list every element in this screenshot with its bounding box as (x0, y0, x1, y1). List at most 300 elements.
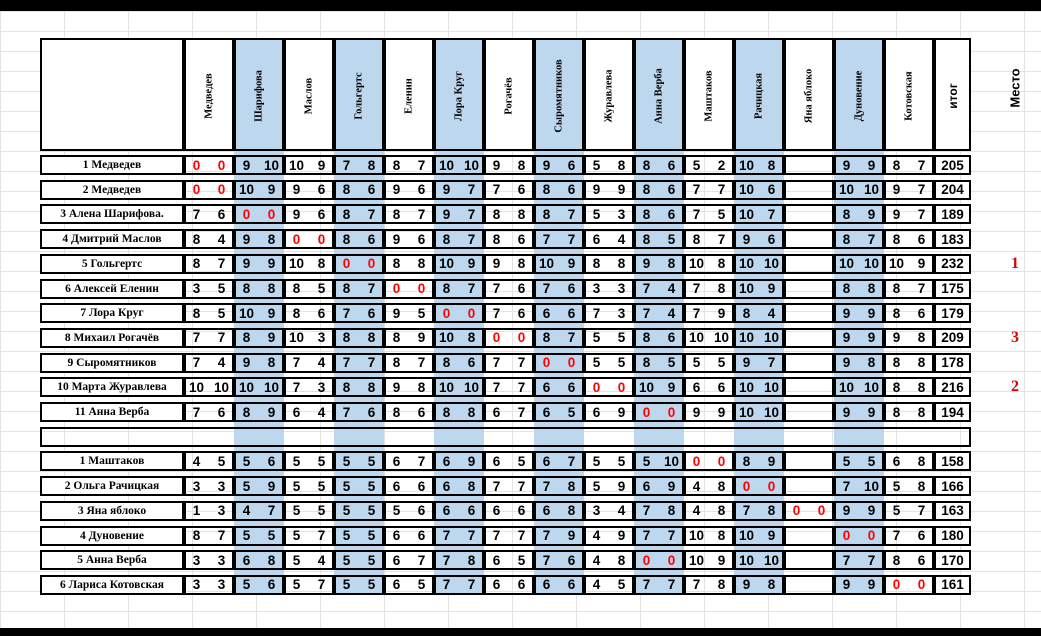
score-cell: 7 (492, 379, 501, 395)
score-cell: 7 (692, 281, 701, 296)
column-header-label: Котовская (903, 71, 915, 121)
score-cell: 0 (442, 305, 451, 321)
score-cell: 5 (292, 503, 301, 519)
score-cell (784, 526, 809, 546)
total-cell: 232 (934, 254, 971, 274)
score-cell: 8 (317, 256, 326, 272)
score-cell (809, 254, 834, 274)
total-cell: 180 (934, 526, 971, 546)
score-cell: 10 (463, 157, 480, 173)
score-cell: 5 (342, 453, 351, 469)
score-cell: 9 (392, 379, 401, 395)
score-cell: 10 (538, 256, 555, 272)
score-cell: 9 (242, 157, 251, 173)
score-cell: 7 (492, 528, 501, 543)
score-cell: 6 (567, 305, 576, 321)
score-cell: 9 (242, 231, 251, 247)
column-header (584, 38, 634, 151)
score-cell: 8 (267, 552, 276, 568)
score-cell: 9 (617, 528, 626, 543)
score-cell: 7 (467, 182, 476, 198)
score-cell: 9 (392, 305, 401, 321)
score-cell: 10 (688, 552, 705, 568)
score-cell: 8 (642, 182, 651, 198)
participant-name: 6 Алексей Еленин (40, 279, 184, 299)
score-cell: 0 (917, 577, 926, 593)
score-cell: 7 (217, 528, 226, 543)
score-cell: 7 (517, 355, 526, 371)
total-cell: 170 (934, 550, 971, 570)
place-value: 2 (1011, 378, 1019, 396)
score-cell: 7 (917, 281, 926, 296)
total-cell: 183 (934, 229, 971, 249)
score-cell: 0 (217, 182, 226, 198)
score-cell: 8 (892, 305, 901, 321)
score-cell: 7 (567, 206, 576, 222)
score-cell: 7 (542, 552, 551, 568)
total-cell: 175 (934, 279, 971, 299)
score-cell: 4 (667, 305, 676, 321)
score-cell: 3 (192, 478, 201, 494)
score-cell: 10 (438, 379, 455, 395)
score-cell: 0 (842, 528, 851, 543)
score-cell: 8 (392, 206, 401, 222)
score-cell: 10 (713, 330, 730, 346)
score-cell: 10 (738, 206, 755, 222)
score-cell: 10 (688, 256, 705, 272)
total-cell: 166 (934, 476, 971, 496)
score-cell: 10 (738, 157, 755, 173)
score-cell: 8 (667, 256, 676, 272)
score-cell: 4 (192, 453, 201, 469)
participant-name: 3 Алена Шарифова. (40, 204, 184, 224)
score-cell: 10 (838, 379, 855, 395)
score-cell: 5 (367, 577, 376, 593)
score-cell: 2 (717, 157, 726, 173)
score-cell: 7 (567, 231, 576, 247)
score-cell: 0 (867, 528, 876, 543)
score-cell: 5 (592, 478, 601, 494)
score-cell: 8 (442, 231, 451, 247)
score-cell: 0 (667, 552, 676, 568)
participant-name: 10 Марта Журавлева (40, 377, 184, 397)
score-cell: 8 (342, 206, 351, 222)
column-header-label: Шарифова (253, 70, 265, 122)
total-cell: 189 (934, 204, 971, 224)
score-cell: 8 (442, 404, 451, 420)
score-cell: 4 (592, 528, 601, 543)
score-cell: 7 (517, 528, 526, 543)
score-cell: 9 (917, 256, 926, 272)
score-cell: 5 (517, 552, 526, 568)
score-cell: 5 (517, 453, 526, 469)
score-cell: 10 (738, 182, 755, 198)
score-cell: 5 (317, 453, 326, 469)
column-header (734, 38, 784, 151)
score-cell: 5 (317, 478, 326, 494)
score-cell: 4 (317, 552, 326, 568)
score-cell: 8 (192, 231, 201, 247)
score-cell: 0 (367, 256, 376, 272)
score-cell: 5 (342, 528, 351, 543)
score-cell: 5 (617, 330, 626, 346)
score-cell (784, 204, 809, 224)
header-corner-cell (40, 38, 184, 151)
score-cell: 6 (567, 182, 576, 198)
score-cell: 8 (542, 330, 551, 346)
score-cell: 0 (592, 379, 601, 395)
score-cell: 5 (842, 453, 851, 469)
score-cell (784, 328, 809, 348)
score-cell: 6 (492, 552, 501, 568)
score-cell: 3 (317, 379, 326, 395)
score-cell: 8 (617, 256, 626, 272)
score-cell (809, 180, 834, 200)
score-cell: 4 (217, 231, 226, 247)
total-cell: 216 (934, 377, 971, 397)
score-cell: 6 (417, 231, 426, 247)
score-cell: 9 (442, 182, 451, 198)
score-cell: 4 (242, 503, 251, 519)
score-cell: 3 (217, 478, 226, 494)
score-cell: 5 (592, 453, 601, 469)
score-cell: 10 (288, 330, 305, 346)
score-cell: 5 (367, 552, 376, 568)
score-cell: 6 (592, 231, 601, 247)
score-cell: 9 (442, 206, 451, 222)
score-cell: 3 (192, 281, 201, 296)
score-cell: 9 (742, 577, 751, 593)
score-cell: 9 (292, 206, 301, 222)
score-cell: 9 (692, 404, 701, 420)
score-cell: 5 (292, 577, 301, 593)
score-cell: 8 (767, 157, 776, 173)
score-cell: 7 (367, 206, 376, 222)
score-cell: 8 (592, 256, 601, 272)
score-cell: 3 (192, 577, 201, 593)
score-cell: 6 (367, 404, 376, 420)
score-cell: 8 (342, 379, 351, 395)
score-cell: 10 (738, 256, 755, 272)
score-cell (809, 476, 834, 496)
score-cell: 6 (267, 577, 276, 593)
score-cell (784, 353, 809, 373)
score-cell: 9 (767, 453, 776, 469)
score-cell: 7 (317, 528, 326, 543)
score-cell: 8 (842, 231, 851, 247)
score-cell: 8 (242, 330, 251, 346)
score-cell: 7 (417, 552, 426, 568)
score-cell: 8 (892, 281, 901, 296)
score-cell: 8 (692, 231, 701, 247)
column-header (434, 38, 484, 151)
score-cell: 6 (392, 478, 401, 494)
score-cell: 8 (492, 231, 501, 247)
score-cell: 6 (417, 182, 426, 198)
score-cell: 9 (417, 330, 426, 346)
score-cell: 7 (542, 281, 551, 296)
score-cell: 8 (917, 404, 926, 420)
score-cell: 9 (242, 256, 251, 272)
score-cell: 6 (367, 231, 376, 247)
score-cell: 7 (642, 503, 651, 519)
participant-name: 11 Анна Верба (40, 402, 184, 422)
score-cell: 10 (238, 379, 255, 395)
column-header (184, 38, 234, 151)
score-cell: 7 (842, 552, 851, 568)
score-cell: 0 (742, 478, 751, 494)
score-cell: 5 (667, 231, 676, 247)
score-cell: 8 (567, 503, 576, 519)
score-cell: 5 (417, 577, 426, 593)
score-cell: 6 (667, 157, 676, 173)
score-cell (809, 402, 834, 422)
score-cell: 8 (892, 355, 901, 371)
score-cell: 6 (567, 577, 576, 593)
score-cell: 4 (592, 552, 601, 568)
score-cell: 8 (917, 478, 926, 494)
score-cell: 4 (317, 355, 326, 371)
score-cell: 10 (213, 379, 230, 395)
score-cell (809, 155, 834, 175)
score-cell: 8 (342, 281, 351, 296)
column-header-label: Еленин (403, 78, 415, 114)
score-cell: 6 (292, 404, 301, 420)
score-cell (784, 575, 809, 595)
score-cell: 9 (867, 330, 876, 346)
score-cell: 6 (392, 528, 401, 543)
score-cell: 8 (742, 453, 751, 469)
score-cell: 0 (267, 206, 276, 222)
score-cell (809, 550, 834, 570)
score-cell: 10 (763, 330, 780, 346)
score-cell: 6 (392, 552, 401, 568)
score-cell: 8 (642, 355, 651, 371)
score-cell (809, 575, 834, 595)
score-cell: 3 (317, 330, 326, 346)
score-cell: 0 (642, 404, 651, 420)
itog-header-label: итог (945, 83, 960, 109)
score-cell: 9 (267, 305, 276, 321)
score-cell: 9 (392, 231, 401, 247)
score-cell: 8 (542, 206, 551, 222)
score-cell: 6 (542, 404, 551, 420)
total-cell: 209 (934, 328, 971, 348)
score-cell: 8 (192, 528, 201, 543)
score-cell: 0 (492, 330, 501, 346)
mesto-header (990, 38, 1040, 151)
score-cell: 10 (288, 157, 305, 173)
score-cell: 0 (192, 157, 201, 173)
score-cell: 7 (467, 206, 476, 222)
score-cell: 8 (842, 206, 851, 222)
score-cell: 7 (217, 256, 226, 272)
score-cell: 4 (592, 577, 601, 593)
score-cell: 8 (717, 503, 726, 519)
participant-name: 1 Маштаков (40, 451, 184, 471)
score-cell: 5 (367, 503, 376, 519)
score-cell: 7 (867, 552, 876, 568)
score-cell: 6 (767, 182, 776, 198)
score-cell: 8 (392, 157, 401, 173)
column-header-label: Гольгертс (353, 72, 365, 120)
score-cell: 10 (763, 256, 780, 272)
score-cell: 8 (467, 478, 476, 494)
score-cell: 9 (842, 157, 851, 173)
score-cell: 5 (342, 503, 351, 519)
score-cell: 6 (917, 305, 926, 321)
score-cell: 9 (842, 503, 851, 519)
score-cell: 6 (417, 478, 426, 494)
column-header (334, 38, 384, 151)
score-cell: 5 (217, 305, 226, 321)
score-cell: 7 (367, 355, 376, 371)
score-cell: 6 (517, 305, 526, 321)
score-cell: 9 (267, 256, 276, 272)
score-cell: 6 (542, 503, 551, 519)
column-header (234, 38, 284, 151)
participant-name: 4 Дмитрий Маслов (40, 229, 184, 249)
score-cell: 8 (342, 231, 351, 247)
score-cell: 7 (417, 355, 426, 371)
score-cell: 5 (367, 453, 376, 469)
score-cell: 8 (442, 355, 451, 371)
score-cell: 7 (717, 182, 726, 198)
score-cell: 8 (392, 256, 401, 272)
score-cell: 7 (692, 206, 701, 222)
total-cell: 178 (934, 353, 971, 373)
score-cell: 4 (692, 478, 701, 494)
score-cell: 0 (242, 206, 251, 222)
score-cell: 7 (642, 281, 651, 296)
total-cell: 204 (934, 180, 971, 200)
participant-name: 5 Гольгертс (40, 254, 184, 274)
score-cell: 8 (267, 231, 276, 247)
score-cell: 10 (438, 330, 455, 346)
score-cell: 8 (617, 552, 626, 568)
score-cell: 8 (192, 305, 201, 321)
score-cell: 8 (192, 256, 201, 272)
total-cell: 205 (934, 155, 971, 175)
score-cell: 9 (842, 577, 851, 593)
score-cell: 5 (592, 355, 601, 371)
score-cell: 6 (442, 503, 451, 519)
score-cell: 8 (267, 355, 276, 371)
score-cell: 9 (867, 404, 876, 420)
score-cell: 8 (892, 404, 901, 420)
score-cell: 8 (667, 503, 676, 519)
score-cell: 10 (863, 478, 880, 494)
score-cell: 5 (692, 157, 701, 173)
score-cell: 8 (892, 379, 901, 395)
score-cell: 0 (317, 231, 326, 247)
score-cell (809, 353, 834, 373)
score-cell: 9 (892, 206, 901, 222)
score-cell: 6 (517, 503, 526, 519)
score-cell: 8 (367, 330, 376, 346)
score-cell: 0 (392, 281, 401, 296)
score-cell: 8 (892, 157, 901, 173)
score-cell: 8 (642, 330, 651, 346)
score-cell: 10 (863, 379, 880, 395)
score-cell: 8 (517, 256, 526, 272)
score-cell: 10 (663, 453, 680, 469)
score-cell: 9 (392, 182, 401, 198)
score-cell: 9 (617, 478, 626, 494)
score-cell: 8 (517, 206, 526, 222)
score-cell: 7 (192, 206, 201, 222)
score-cell: 6 (217, 206, 226, 222)
participant-name: 2 Ольга Рачицкая (40, 476, 184, 496)
score-cell: 6 (392, 453, 401, 469)
score-cell: 9 (492, 157, 501, 173)
score-cell: 5 (567, 404, 576, 420)
score-cell: 8 (242, 404, 251, 420)
score-cell: 8 (717, 478, 726, 494)
score-cell: 10 (888, 256, 905, 272)
score-cell: 7 (467, 281, 476, 296)
score-cell: 5 (617, 577, 626, 593)
column-header (884, 38, 934, 151)
score-cell: 5 (217, 281, 226, 296)
score-cell: 10 (763, 552, 780, 568)
score-cell: 9 (467, 256, 476, 272)
score-cell: 9 (717, 404, 726, 420)
score-cell: 6 (417, 528, 426, 543)
score-cell: 8 (417, 379, 426, 395)
score-cell: 6 (567, 379, 576, 395)
score-cell: 4 (617, 231, 626, 247)
score-cell: 5 (592, 330, 601, 346)
score-cell: 7 (192, 404, 201, 420)
score-cell: 7 (492, 355, 501, 371)
score-cell: 9 (267, 182, 276, 198)
score-cell: 6 (517, 182, 526, 198)
score-cell: 7 (692, 577, 701, 593)
score-cell: 9 (842, 330, 851, 346)
score-cell: 0 (717, 453, 726, 469)
score-cell: 7 (217, 330, 226, 346)
score-cell: 7 (892, 528, 901, 543)
score-cell: 9 (767, 528, 776, 543)
score-cell: 7 (867, 231, 876, 247)
score-cell: 7 (842, 478, 851, 494)
score-cell: 5 (367, 528, 376, 543)
score-cell: 3 (217, 577, 226, 593)
score-cell: 4 (767, 305, 776, 321)
score-cell: 7 (642, 528, 651, 543)
score-cell: 10 (238, 305, 255, 321)
score-cell: 7 (742, 503, 751, 519)
score-cell: 7 (517, 379, 526, 395)
score-cell: 5 (642, 453, 651, 469)
score-cell: 7 (417, 453, 426, 469)
column-header-label: Маслов (303, 77, 315, 115)
score-cell: 10 (638, 379, 655, 395)
score-cell: 7 (767, 355, 776, 371)
score-cell: 10 (838, 182, 855, 198)
score-cell: 8 (717, 281, 726, 296)
score-cell: 9 (867, 577, 876, 593)
score-cell: 7 (717, 231, 726, 247)
score-cell: 7 (417, 206, 426, 222)
score-cell: 0 (642, 552, 651, 568)
score-cell: 7 (417, 157, 426, 173)
score-cell: 5 (867, 453, 876, 469)
score-cell: 8 (717, 256, 726, 272)
score-cell: 9 (492, 256, 501, 272)
score-cell: 8 (917, 379, 926, 395)
